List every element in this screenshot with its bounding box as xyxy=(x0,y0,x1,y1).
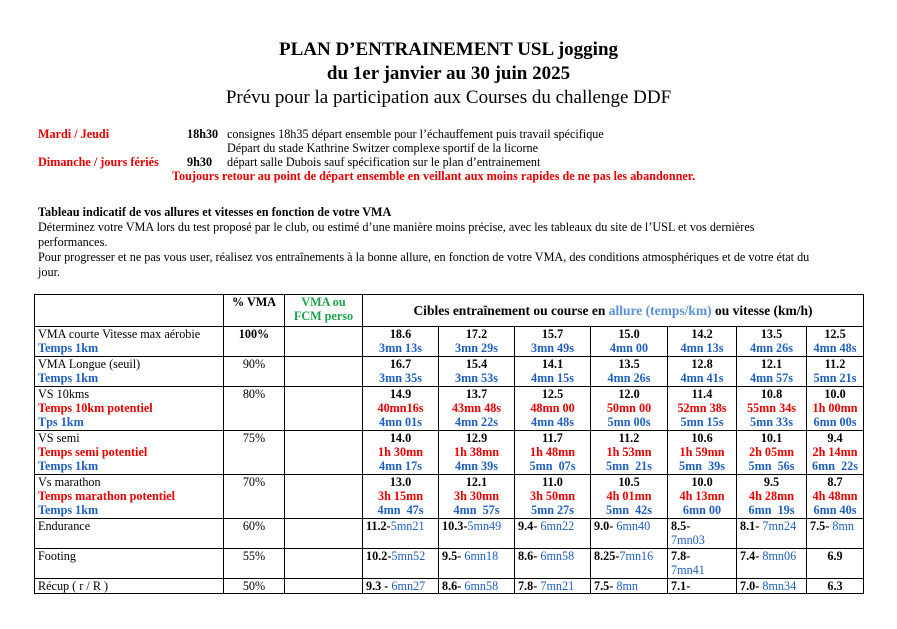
table-row xyxy=(35,475,864,519)
table-row xyxy=(35,357,864,387)
target-cell: 12.0 50mn 00 5mn 00s xyxy=(591,387,668,431)
row-vma-perso xyxy=(285,549,363,579)
row-label: Récup ( r / R ) xyxy=(35,579,224,594)
warning-text: Toujours retour au point de départ ensemble en veillant aux moins rapides de ne pas les abandonner. xyxy=(172,169,696,183)
target-cell: 7.5- 8mn xyxy=(591,579,668,594)
target-cell: 9.5 4h 28mn 6mn 19s xyxy=(737,475,807,519)
target-cell: 12.8 4mn 41s xyxy=(668,357,737,387)
target-cell: 11.4 52mn 38s 5mn 15s xyxy=(668,387,737,431)
page-header xyxy=(0,38,897,110)
target-cell: 14.9 40mn16s 4mn 01s xyxy=(363,387,439,431)
section-para-1b: performances. xyxy=(38,235,108,249)
target-cell: 10.0 1h 00mn 6mn 00s xyxy=(807,387,864,431)
table-row xyxy=(35,579,864,594)
vma-table xyxy=(34,294,864,594)
section-para-2a: Pour progresser et ne pas vous user, réalisez vos entraînements à la bonne allure, en fonction de votre VMA, des conditions atmosphériques et de votre état du xyxy=(38,250,810,264)
row-vma-perso xyxy=(285,519,363,549)
schedule-time-2: 9h30 xyxy=(187,155,213,169)
target-cell: 14.2 4mn 13s xyxy=(668,327,737,357)
target-cell: 7.4- 8mn06 xyxy=(737,549,807,579)
target-cell: 9.5- 6mn18 xyxy=(439,549,515,579)
header-vma-perso: VMA ou FCM perso xyxy=(285,295,363,327)
row-label: VMA courte Vitesse max aérobie Temps 1km xyxy=(35,327,224,357)
schedule-time-1: 18h30 xyxy=(187,127,219,141)
row-label: Footing xyxy=(35,549,224,579)
row-label: Vs marathon Temps marathon potentiel Temps 1km xyxy=(35,475,224,519)
row-label: VS semi Temps semi potentiel Temps 1km xyxy=(35,431,224,475)
table-row xyxy=(35,549,864,579)
header-targets: Cibles entraînement ou course en allure (temps/km) ou vitesse (km/h) xyxy=(363,295,864,327)
target-cell: 14.1 4mn 15s xyxy=(515,357,591,387)
row-vma-perso xyxy=(285,431,363,475)
target-cell: 10.0 4h 13mn 6mn 00 xyxy=(668,475,737,519)
target-cell: 11.0 3h 50mn 5mn 27s xyxy=(515,475,591,519)
table-row xyxy=(35,431,864,475)
target-cell: 12.1 3h 30mn 4mn 57s xyxy=(439,475,515,519)
table-row xyxy=(35,327,864,357)
target-cell: 9.0- 6mn40 xyxy=(591,519,668,549)
target-cell: 17.2 3mn 29s xyxy=(439,327,515,357)
target-cell: 15.4 3mn 53s xyxy=(439,357,515,387)
section-para-1a: Déterminez votre VMA lors du test proposé par le club, ou estimé d’une manière moins précise, avec les tableaux du site de l’USL et vos dernières xyxy=(38,220,755,234)
target-cell: 18.6 3mn 13s xyxy=(363,327,439,357)
page-title: PLAN D’ENTRAINEMENT USL jogging xyxy=(278,39,619,60)
schedule-day-2: Dimanche / jours fériés xyxy=(38,155,159,169)
page-subtitle: Prévu pour la participation aux Courses du challenge DDF xyxy=(225,87,672,108)
target-cell: 13.5 4mn 26s xyxy=(737,327,807,357)
target-cell: 12.1 4mn 57s xyxy=(737,357,807,387)
header-pct-vma: % VMA xyxy=(224,295,285,327)
row-vma-perso xyxy=(285,357,363,387)
row-pct-vma: 55% xyxy=(224,549,285,579)
target-cell: 9.4 2h 14mn 6mn 22s xyxy=(807,431,864,475)
row-pct-vma: 70% xyxy=(224,475,285,519)
target-cell: 9.4- 6mn22 xyxy=(515,519,591,549)
table-header-row xyxy=(35,295,864,327)
target-cell: 7.0- 8mn34 xyxy=(737,579,807,594)
target-cell: 11.2 5mn 21s xyxy=(807,357,864,387)
target-cell: 11.7 1h 48mn 5mn 07s xyxy=(515,431,591,475)
target-cell: 7.5- 8mn xyxy=(807,519,864,549)
row-label: Endurance xyxy=(35,519,224,549)
target-cell: 14.0 1h 30mn 4mn 17s xyxy=(363,431,439,475)
table-row xyxy=(35,387,864,431)
row-vma-perso xyxy=(285,387,363,431)
target-cell: 10.1 2h 05mn 5mn 56s xyxy=(737,431,807,475)
target-cell: 8.7 4h 48mn 6mn 40s xyxy=(807,475,864,519)
row-vma-perso xyxy=(285,579,363,594)
target-cell: 12.5 4mn 48s xyxy=(807,327,864,357)
row-pct-vma: 75% xyxy=(224,431,285,475)
target-cell: 8.5- 7mn03 xyxy=(668,519,737,549)
row-label: VMA Longue (seuil) Temps 1km xyxy=(35,357,224,387)
target-cell: 7.8- 7mn21 xyxy=(515,579,591,594)
target-cell: 16.7 3mn 35s xyxy=(363,357,439,387)
row-vma-perso xyxy=(285,327,363,357)
row-pct-vma: 60% xyxy=(224,519,285,549)
target-cell: 15.7 3mn 49s xyxy=(515,327,591,357)
target-cell: 15.0 4mn 00 xyxy=(591,327,668,357)
schedule-text-1b: Départ du stade Kathrine Switzer complexe sportif de la licorne xyxy=(227,141,539,155)
target-cell: 8.6- 6mn58 xyxy=(515,549,591,579)
schedule-text-1: consignes 18h35 départ ensemble pour l’échauffement puis travail spécifique xyxy=(227,127,604,141)
schedule-text-2: départ salle Dubois sauf spécification sur le plan d’entrainement xyxy=(227,155,541,169)
target-cell: 11.2-5mn21 xyxy=(363,519,439,549)
target-cell: 11.2 1h 53mn 5mn 21s xyxy=(591,431,668,475)
target-cell: 10.3-5mn49 xyxy=(439,519,515,549)
target-cell: 9.3 - 6mn27 xyxy=(363,579,439,594)
target-cell: 12.9 1h 38mn 4mn 39s xyxy=(439,431,515,475)
section-heading: Tableau indicatif de vos allures et vitesses en fonction de votre VMA xyxy=(38,205,392,219)
header-empty xyxy=(35,295,224,327)
row-pct-vma: 80% xyxy=(224,387,285,431)
target-cell: 13.7 43mn 48s 4mn 22s xyxy=(439,387,515,431)
target-cell: 10.8 55mn 34s 5mn 33s xyxy=(737,387,807,431)
target-cell: 6.3 xyxy=(807,579,864,594)
row-label: VS 10kms Temps 10km potentiel Tps 1km xyxy=(35,387,224,431)
date-range: du 1er janvier au 30 juin 2025 xyxy=(326,63,571,84)
target-cell: 8.25-7mn16 xyxy=(591,549,668,579)
target-cell: 10.2-5mn52 xyxy=(363,549,439,579)
target-cell: 7.1- xyxy=(668,579,737,594)
target-cell: 6.9 xyxy=(807,549,864,579)
target-cell: 13.0 3h 15mn 4mn 47s xyxy=(363,475,439,519)
row-pct-vma: 100% xyxy=(224,327,285,357)
target-cell: 13.5 4mn 26s xyxy=(591,357,668,387)
target-cell: 7.8- 7mn41 xyxy=(668,549,737,579)
table-row xyxy=(35,519,864,549)
target-cell: 10.6 1h 59mn 5mn 39s xyxy=(668,431,737,475)
target-cell: 10.5 4h 01mn 5mn 42s xyxy=(591,475,668,519)
target-cell: 8.6- 6mn58 xyxy=(439,579,515,594)
section-para-2b: jour. xyxy=(38,265,61,279)
target-cell: 12.5 48mn 00 4mn 48s xyxy=(515,387,591,431)
schedule-day-1: Mardi / Jeudi xyxy=(38,127,110,141)
target-cell: 8.1- 7mn24 xyxy=(737,519,807,549)
row-pct-vma: 90% xyxy=(224,357,285,387)
vma-section xyxy=(38,205,858,280)
row-pct-vma: 50% xyxy=(224,579,285,594)
row-vma-perso xyxy=(285,475,363,519)
